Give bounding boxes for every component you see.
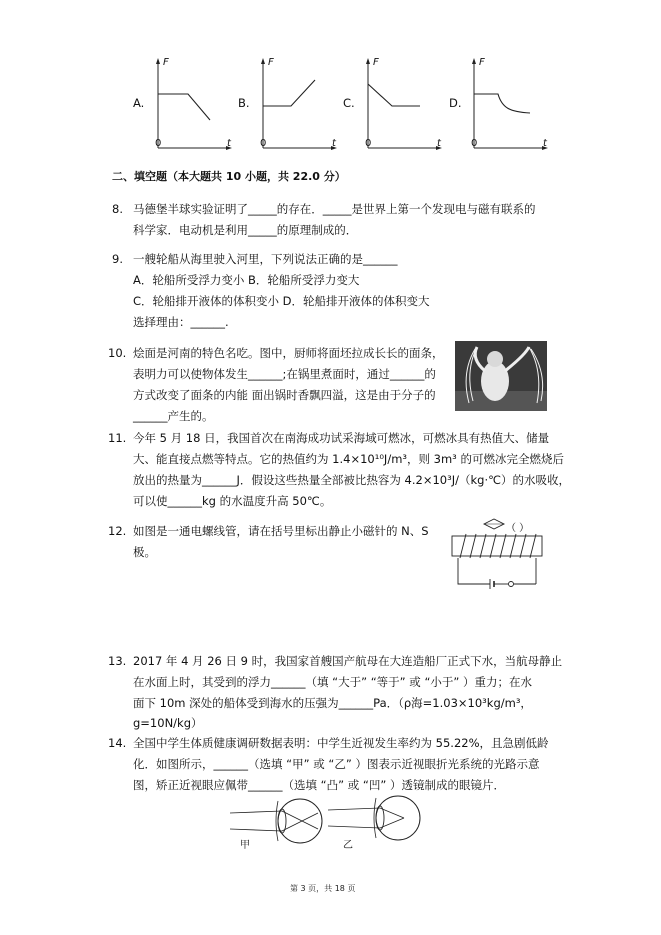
q13-line-1: 2017 年 4 月 26 日 9 时，我国家首艘国产航母在大连造船厂正式下水，当航母静止: [133, 654, 563, 668]
q12-answer-paren: （ ）: [506, 523, 530, 534]
q14-line-1: 全国中学生体质健康调研数据表明：中学生近视发生率约为 55.22%，且急剧低龄: [133, 736, 549, 750]
q9-number: 9.: [112, 252, 123, 266]
graph-d: [468, 56, 550, 156]
graph-b-origin: 0: [260, 138, 267, 149]
q12-line-1: 如图是一通电螺线管，请在括号里标出静止小磁针的 N、S: [133, 524, 429, 538]
q8-line-1: 马德堡半球实验证明了_____的存在．_____是世界上第一个发现电与磁有联系的: [133, 202, 536, 216]
q12-number: 12.: [108, 524, 127, 538]
q12-line-2: 极。: [133, 545, 156, 559]
q8-line-2: 科学家．电动机是利用_____的原理制成的．: [133, 223, 358, 237]
page-footer: 第 3 页，共 18 页: [290, 884, 356, 893]
q10-line-3: 方式改变了面条的内能 面出锅时香飘四溢，这是由于分子的: [133, 388, 436, 402]
graph-b: [257, 56, 339, 156]
eye-diagram-b: [326, 790, 426, 848]
q9-reason: 选择理由：______.: [133, 315, 229, 329]
option-b-label: B.: [238, 96, 250, 110]
q13-line-4: g=10N/kg）: [133, 716, 203, 730]
solenoid-diagram: [446, 518, 550, 594]
q14-line-2: 化．如图所示，______（选填 “甲” 或 “乙” ）图表示近视眼折光系统的光路示意: [133, 757, 540, 771]
q9-option-cd: C．轮船排开液体的体积变小 D．轮船排开液体的体积变大: [133, 294, 430, 308]
q13-line-3: 面下 10m 深处的船体受到海水的压强为______Pa．（ρ海=1.03×10³kg/m³，: [133, 696, 532, 710]
q8-number: 8.: [112, 202, 123, 216]
q14-number: 14.: [108, 736, 127, 750]
q11-line-2: 大、能直接点燃等特点。它的热值约为 1.4×10¹⁰J/m³，则 3m³ 的可燃冰完全燃烧后: [133, 452, 564, 466]
q11-line-4: 可以使______kg 的水温度升高 50℃。: [133, 494, 332, 508]
graph-d-y-label: F: [479, 57, 485, 68]
q10-line-2: 表明力可以使物体发生______;在锅里煮面时，通过______的: [133, 367, 436, 381]
q10-line-1: 烩面是河南的特色名吃。图中，厨师将面坯拉成长长的面条，: [133, 346, 444, 360]
graph-d-origin: 0: [471, 138, 478, 149]
option-a-label: A.: [133, 96, 145, 110]
q11-line-3: 放出的热量为______J．假设这些热量全部被比热容为 4.2×10³J/（kg·℃）的水吸收，: [133, 473, 571, 487]
graph-b-x-label: t: [332, 138, 336, 149]
graph-c: [362, 56, 444, 156]
chef-noodle-photo: [455, 341, 547, 411]
q11-number: 11.: [108, 431, 127, 445]
graph-c-y-label: F: [373, 57, 379, 68]
graph-c-x-label: t: [437, 138, 441, 149]
graph-d-x-label: t: [543, 138, 547, 149]
eye-label-yi: 乙: [343, 840, 353, 851]
graph-a-x-label: t: [227, 138, 231, 149]
q14-line-3: 图，矫正近视眼应佩带______（选填 “凸” 或 “凹” ）透镜制成的眼镜片．: [133, 778, 505, 792]
q13-number: 13.: [108, 654, 127, 668]
graph-a-origin: 0: [155, 138, 162, 149]
q10-number: 10.: [108, 346, 127, 360]
graph-a-y-label: F: [163, 57, 169, 68]
q13-line-2: 在水面上时，其受到的浮力______（填 “大于” “等于” 或 “小于” ）重力；在水: [133, 675, 533, 689]
graph-a: [152, 56, 234, 156]
graph-c-origin: 0: [365, 138, 372, 149]
option-d-label: D.: [449, 96, 462, 110]
option-c-label: C.: [343, 96, 355, 110]
q9-option-ab: A．轮船所受浮力变小 B．轮船所受浮力变大: [133, 273, 360, 287]
q10-line-4: ______产生的。: [133, 409, 214, 423]
q9-line-1: 一艘轮船从海里驶入河里，下列说法正确的是______: [133, 252, 398, 266]
eye-label-jia: 甲: [240, 840, 250, 851]
section-title: 二、填空题（本大题共 10 小题，共 22.0 分）: [112, 170, 346, 183]
graph-b-y-label: F: [268, 57, 274, 68]
q11-line-1: 今年 5 月 18 日，我国首次在南海成功试采海域可燃冰，可燃冰具有热值大、储量: [133, 431, 550, 445]
